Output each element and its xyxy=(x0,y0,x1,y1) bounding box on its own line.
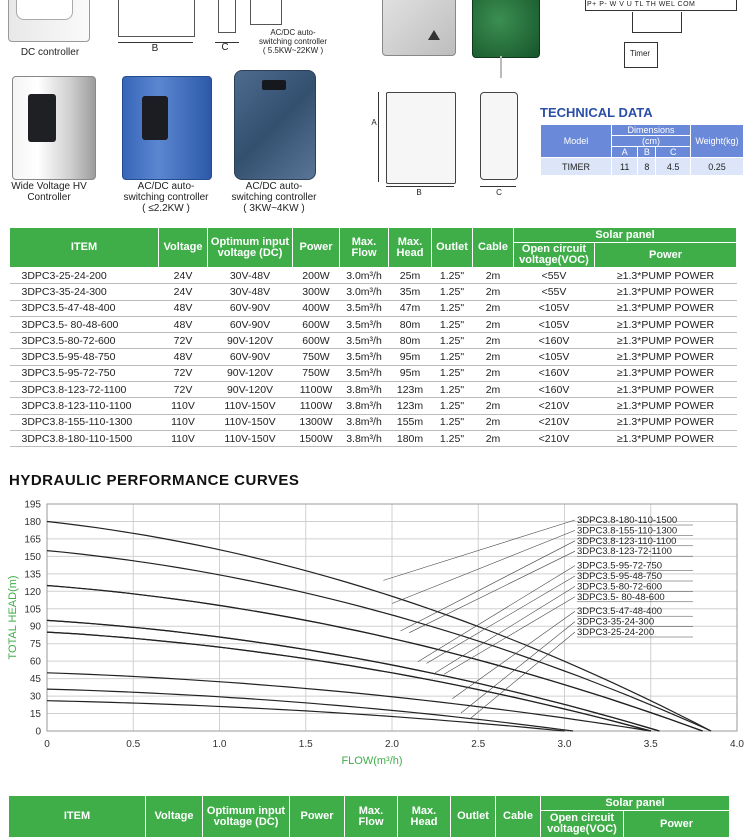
header-cable: Cable xyxy=(473,228,514,268)
curve-label: 3DPC3.8-123-110-1100 xyxy=(577,535,677,547)
table-row xyxy=(10,349,737,365)
caption-wide-2: Controller xyxy=(27,192,71,203)
header-solar-panel: Solar panel xyxy=(514,228,737,243)
x-tick-label: 2.5 xyxy=(471,739,486,750)
cell-max-head: 155m xyxy=(389,414,432,430)
cell-voc: <210V xyxy=(514,430,595,446)
y-tick-label: 60 xyxy=(29,656,41,668)
caption-acdc-large-3: ( 5.5KW~22KW ) xyxy=(262,46,324,55)
header2-opt-voltage: Optimum input voltage (DC) xyxy=(203,796,290,838)
acdc-small-display xyxy=(142,96,168,140)
cell-voltage: 72V xyxy=(159,365,208,381)
curve-label: 3DPC3.8-155-110-1300 xyxy=(577,525,678,537)
x-tick-label: 3.0 xyxy=(557,739,572,750)
cell-voltage: 48V xyxy=(159,316,208,332)
cell-max-head: 35m xyxy=(389,284,432,300)
cell-cable: 2m xyxy=(473,316,514,332)
acdc-mid-display xyxy=(262,80,286,90)
cell-max-head: 47m xyxy=(389,300,432,316)
circuit-board-image xyxy=(472,0,540,58)
cell-voltage: 48V xyxy=(159,300,208,316)
curve-leader-line xyxy=(383,520,575,580)
header-max-flow: Max. Flow xyxy=(340,228,389,268)
cell-voc: <210V xyxy=(514,398,595,414)
tech-b: 8 xyxy=(638,158,656,176)
cell-voltage: 24V xyxy=(159,284,208,300)
y-tick-label: 195 xyxy=(24,499,41,511)
cell-opt-voltage: 90V-120V xyxy=(208,365,293,381)
header2-voc: Open circuit voltage(VOC) xyxy=(541,811,624,838)
curve-label: 3DPC3.5- 80-48-600 xyxy=(577,591,665,603)
header-voltage: Voltage xyxy=(159,228,208,268)
x-tick-label: 1.0 xyxy=(212,739,227,750)
cell-cable: 2m xyxy=(473,300,514,316)
table-row xyxy=(10,284,737,300)
cell-voltage: 72V xyxy=(159,333,208,349)
cell-item: 3DPC3.5-80-72-600 xyxy=(10,333,159,349)
header2-max-flow: Max. Flow xyxy=(345,796,398,838)
header2-power: Power xyxy=(290,796,345,838)
wide-voltage-display xyxy=(28,94,56,142)
tech-header-dimensions: Dimensions xyxy=(612,125,691,136)
cell-solar-power: ≥1.3*PUMP POWER xyxy=(595,414,737,430)
curve-label: 3DPC3.5-95-72-750 xyxy=(577,560,663,572)
x-tick-label: 4.0 xyxy=(730,739,744,750)
table-row xyxy=(10,316,737,332)
cell-power: 1300W xyxy=(293,414,340,430)
tech-header-unit: (cm) xyxy=(612,136,691,147)
cell-max-head: 123m xyxy=(389,398,432,414)
tech-header-a: A xyxy=(612,147,638,158)
y-tick-label: 150 xyxy=(24,551,41,563)
tech-header-model: Model xyxy=(541,125,612,158)
cell-cable: 2m xyxy=(473,349,514,365)
cell-item: 3DPC3.5-95-72-750 xyxy=(10,365,159,381)
y-tick-label: 180 xyxy=(24,516,41,528)
cell-cable: 2m xyxy=(473,414,514,430)
cell-cable: 2m xyxy=(473,398,514,414)
cell-item: 3DPC3.8-155-110-1300 xyxy=(10,414,159,430)
dimension-drawing-side xyxy=(218,0,236,33)
cell-voltage: 72V xyxy=(159,382,208,398)
cell-power: 300W xyxy=(293,284,340,300)
cell-voltage: 48V xyxy=(159,349,208,365)
spec-table-body xyxy=(10,268,737,447)
junction-box-image xyxy=(382,0,456,56)
cell-max-head: 180m xyxy=(389,430,432,446)
dim-letter-b2: B xyxy=(416,188,422,197)
timer-drawing-side xyxy=(480,92,518,180)
y-tick-label: 105 xyxy=(24,604,41,616)
timer-drawing-front xyxy=(386,92,456,184)
y-tick-label: 75 xyxy=(29,639,41,651)
cell-cable: 2m xyxy=(473,365,514,381)
cell-voltage: 110V xyxy=(159,414,208,430)
header-outlet: Outlet xyxy=(432,228,473,268)
header-max-head: Max. Head xyxy=(389,228,432,268)
table-row xyxy=(10,414,737,430)
cell-outlet: 1.25" xyxy=(432,365,473,381)
y-tick-label: 30 xyxy=(29,691,41,703)
cell-item: 3DPC3-25-24-200 xyxy=(10,268,159,284)
caption-acdc-small-3: ( ≤2.2KW ) xyxy=(142,203,190,214)
dim-letter-b: B xyxy=(151,43,159,54)
table-row xyxy=(10,333,737,349)
cell-max-flow: 3.5m³/h xyxy=(340,300,389,316)
curve-label: 3DPC3-25-24-200 xyxy=(577,627,655,638)
cell-max-head: 80m xyxy=(389,333,432,349)
header2-voltage: Voltage xyxy=(146,796,203,838)
cell-max-flow: 3.0m³/h xyxy=(340,284,389,300)
curves-title: HYDRAULIC PERFORMANCE CURVES xyxy=(9,472,300,489)
cell-item: 3DPC3.5-47-48-400 xyxy=(10,300,159,316)
cell-cable: 2m xyxy=(473,430,514,446)
cell-opt-voltage: 110V-150V xyxy=(208,430,293,446)
cell-opt-voltage: 110V-150V xyxy=(208,398,293,414)
y-axis-label: TOTAL HEAD(m) xyxy=(7,575,19,660)
header-power: Power xyxy=(293,228,340,268)
y-tick-label: 90 xyxy=(29,621,41,633)
tech-weight: 0.25 xyxy=(691,158,744,176)
cell-power: 200W xyxy=(293,268,340,284)
cell-outlet: 1.25" xyxy=(432,300,473,316)
y-tick-label: 15 xyxy=(29,709,41,721)
header2-solar-panel: Solar panel xyxy=(541,796,730,811)
header-opt-voltage: Optimum input voltage (DC) xyxy=(208,228,293,268)
terminal-labels: P+ P- W V U TL TH WEL COM xyxy=(587,1,696,8)
cell-solar-power: ≥1.3*PUMP POWER xyxy=(595,284,737,300)
caption-acdc-small-1: AC/DC auto- xyxy=(137,181,195,192)
cell-max-head: 95m xyxy=(389,365,432,381)
cell-opt-voltage: 90V-120V xyxy=(208,382,293,398)
cell-max-head: 80m xyxy=(389,316,432,332)
cell-outlet: 1.25" xyxy=(432,398,473,414)
cell-solar-power: ≥1.3*PUMP POWER xyxy=(595,430,737,446)
caption-acdc-mid-1: AC/DC auto- xyxy=(245,181,303,192)
cell-item: 3DPC3.5- 80-48-600 xyxy=(10,316,159,332)
cell-voc: <105V xyxy=(514,349,595,365)
tech-data-table xyxy=(540,124,744,176)
circuit-cable xyxy=(500,56,512,78)
cell-outlet: 1.25" xyxy=(432,414,473,430)
cell-cable: 2m xyxy=(473,333,514,349)
cell-voc: <105V xyxy=(514,300,595,316)
cell-max-flow: 3.0m³/h xyxy=(340,268,389,284)
header-solar-power: Power xyxy=(595,243,737,268)
cell-outlet: 1.25" xyxy=(432,316,473,332)
cell-item: 3DPC3-35-24-300 xyxy=(10,284,159,300)
tech-c: 4.5 xyxy=(656,158,691,176)
cell-voltage: 110V xyxy=(159,430,208,446)
y-tick-label: 0 xyxy=(35,726,41,738)
tech-model: TIMER xyxy=(541,158,612,176)
cell-opt-voltage: 110V-150V xyxy=(208,414,293,430)
table-row xyxy=(10,300,737,316)
cell-power: 1100W xyxy=(293,398,340,414)
cell-outlet: 1.25" xyxy=(432,333,473,349)
tech-header-b: B xyxy=(638,147,656,158)
x-tick-label: 3.5 xyxy=(643,739,658,750)
curve-label: 3DPC3-35-24-300 xyxy=(577,616,655,628)
curve-line xyxy=(47,632,651,731)
curve-label: 3DPC3.5-95-48-750 xyxy=(577,571,663,582)
cell-power: 750W xyxy=(293,365,340,381)
cell-power: 750W xyxy=(293,349,340,365)
cell-opt-voltage: 60V-90V xyxy=(208,300,293,316)
curve-leader-line xyxy=(435,586,575,672)
cell-outlet: 1.25" xyxy=(432,382,473,398)
curve-leader-line xyxy=(401,541,575,631)
timer-line-c xyxy=(480,186,516,187)
cell-cable: 2m xyxy=(473,382,514,398)
x-tick-label: 2.0 xyxy=(385,739,399,750)
warning-icon xyxy=(428,30,440,40)
timer-line-b xyxy=(386,186,454,187)
cell-solar-power: ≥1.3*PUMP POWER xyxy=(595,268,737,284)
caption-dc-controller: DC controller xyxy=(20,47,80,58)
cell-max-flow: 3.5m³/h xyxy=(340,365,389,381)
cell-opt-voltage: 30V-48V xyxy=(208,284,293,300)
cell-max-head: 25m xyxy=(389,268,432,284)
curve-label: 3DPC3.5-80-72-600 xyxy=(577,581,663,593)
spec-table-2 xyxy=(8,795,730,838)
caption-acdc-mid-2: switching controller xyxy=(231,192,317,203)
header-voc: Open circuit voltage(VOC) xyxy=(514,243,595,268)
cell-max-flow: 3.8m³/h xyxy=(340,430,389,446)
cell-opt-voltage: 60V-90V xyxy=(208,316,293,332)
cell-max-flow: 3.5m³/h xyxy=(340,316,389,332)
curve-line xyxy=(47,632,651,731)
timer-line-a xyxy=(378,92,379,182)
cell-voc: <160V xyxy=(514,382,595,398)
cell-voc: <160V xyxy=(514,333,595,349)
curve-label: 3DPC3.8-123-72-1100 xyxy=(577,546,672,558)
table-row xyxy=(10,398,737,414)
tech-header-weight: Weight(kg) xyxy=(691,125,744,158)
cell-voc: <160V xyxy=(514,365,595,381)
cell-solar-power: ≥1.3*PUMP POWER xyxy=(595,382,737,398)
cell-solar-power: ≥1.3*PUMP POWER xyxy=(595,365,737,381)
y-tick-label: 165 xyxy=(24,534,41,546)
cell-voc: <210V xyxy=(514,414,595,430)
cell-power: 1500W xyxy=(293,430,340,446)
x-tick-label: 0.5 xyxy=(126,739,141,750)
dim-letter-c: C xyxy=(221,42,229,53)
spec-table xyxy=(9,227,737,447)
dim-letter-a: A xyxy=(371,118,377,127)
y-tick-label: 135 xyxy=(24,569,41,581)
header2-outlet: Outlet xyxy=(451,796,496,838)
tech-data-title: TECHNICAL DATA xyxy=(540,105,653,120)
tech-a: 11 xyxy=(612,158,638,176)
cell-outlet: 1.25" xyxy=(432,268,473,284)
cell-outlet: 1.25" xyxy=(432,284,473,300)
y-tick-label: 120 xyxy=(24,586,41,598)
cell-cable: 2m xyxy=(473,268,514,284)
cell-power: 600W xyxy=(293,316,340,332)
wiring-lines xyxy=(632,12,682,33)
cell-item: 3DPC3.8-123-110-1100 xyxy=(10,398,159,414)
header2-max-head: Max. Head xyxy=(398,796,451,838)
cell-outlet: 1.25" xyxy=(432,349,473,365)
cell-power: 400W xyxy=(293,300,340,316)
curve-leader-line xyxy=(392,530,575,603)
cell-cable: 2m xyxy=(473,284,514,300)
cell-opt-voltage: 30V-48V xyxy=(208,268,293,284)
x-tick-label: 1.5 xyxy=(298,739,313,750)
cell-max-flow: 3.5m³/h xyxy=(340,349,389,365)
timer-label: Timer xyxy=(629,49,651,58)
dim-letter-c2: C xyxy=(496,188,502,197)
cell-voc: <105V xyxy=(514,316,595,332)
cell-solar-power: ≥1.3*PUMP POWER xyxy=(595,349,737,365)
cell-voc: <55V xyxy=(514,268,595,284)
cell-max-flow: 3.5m³/h xyxy=(340,333,389,349)
table-row xyxy=(10,382,737,398)
header2-solar-power: Power xyxy=(624,811,730,838)
cell-power: 600W xyxy=(293,333,340,349)
curve-leader-line xyxy=(470,632,575,719)
cell-max-flow: 3.8m³/h xyxy=(340,398,389,414)
cell-solar-power: ≥1.3*PUMP POWER xyxy=(595,333,737,349)
cell-max-flow: 3.8m³/h xyxy=(340,382,389,398)
header2-cable: Cable xyxy=(496,796,541,838)
table-row xyxy=(10,365,737,381)
curve-line xyxy=(47,673,651,731)
cell-max-head: 95m xyxy=(389,349,432,365)
table-row xyxy=(10,430,737,446)
cell-power: 1100W xyxy=(293,382,340,398)
curve-label: 3DPC3.5-47-48-400 xyxy=(577,606,663,618)
caption-acdc-mid-3: ( 3KW~4KW ) xyxy=(243,203,305,214)
cell-opt-voltage: 90V-120V xyxy=(208,333,293,349)
cell-solar-power: ≥1.3*PUMP POWER xyxy=(595,300,737,316)
cell-solar-power: ≥1.3*PUMP POWER xyxy=(595,316,737,332)
performance-chart xyxy=(0,495,750,795)
cell-item: 3DPC3.5-95-48-750 xyxy=(10,349,159,365)
caption-acdc-small-2: switching controller xyxy=(123,192,209,203)
x-axis-label: FLOW(m³/h) xyxy=(341,755,403,767)
cell-max-flow: 3.8m³/h xyxy=(340,414,389,430)
caption-acdc-large-1: AC/DC auto- xyxy=(270,28,316,37)
cell-max-head: 123m xyxy=(389,382,432,398)
curve-label: 3DPC3.8-180-110-1500 xyxy=(577,515,678,526)
y-tick-label: 45 xyxy=(29,674,41,686)
dimension-drawing-large xyxy=(118,0,195,37)
cell-voc: <55V xyxy=(514,284,595,300)
x-tick-label: 0 xyxy=(44,739,50,750)
cell-voltage: 24V xyxy=(159,268,208,284)
cell-voltage: 110V xyxy=(159,398,208,414)
header-item: ITEM xyxy=(10,228,159,268)
cell-item: 3DPC3.8-180-110-1500 xyxy=(10,430,159,446)
caption-wide-1: Wide Voltage HV xyxy=(11,181,87,192)
tech-header-c: C xyxy=(656,147,691,158)
cell-solar-power: ≥1.3*PUMP POWER xyxy=(595,398,737,414)
cell-opt-voltage: 60V-90V xyxy=(208,349,293,365)
dimension-drawing-side2 xyxy=(250,0,282,25)
cell-outlet: 1.25" xyxy=(432,430,473,446)
caption-acdc-large-2: switching controller xyxy=(258,37,328,46)
cell-item: 3DPC3.8-123-72-1100 xyxy=(10,382,159,398)
table-row xyxy=(10,268,737,284)
dc-controller-lid xyxy=(16,0,73,20)
header2-item: ITEM xyxy=(9,796,146,838)
